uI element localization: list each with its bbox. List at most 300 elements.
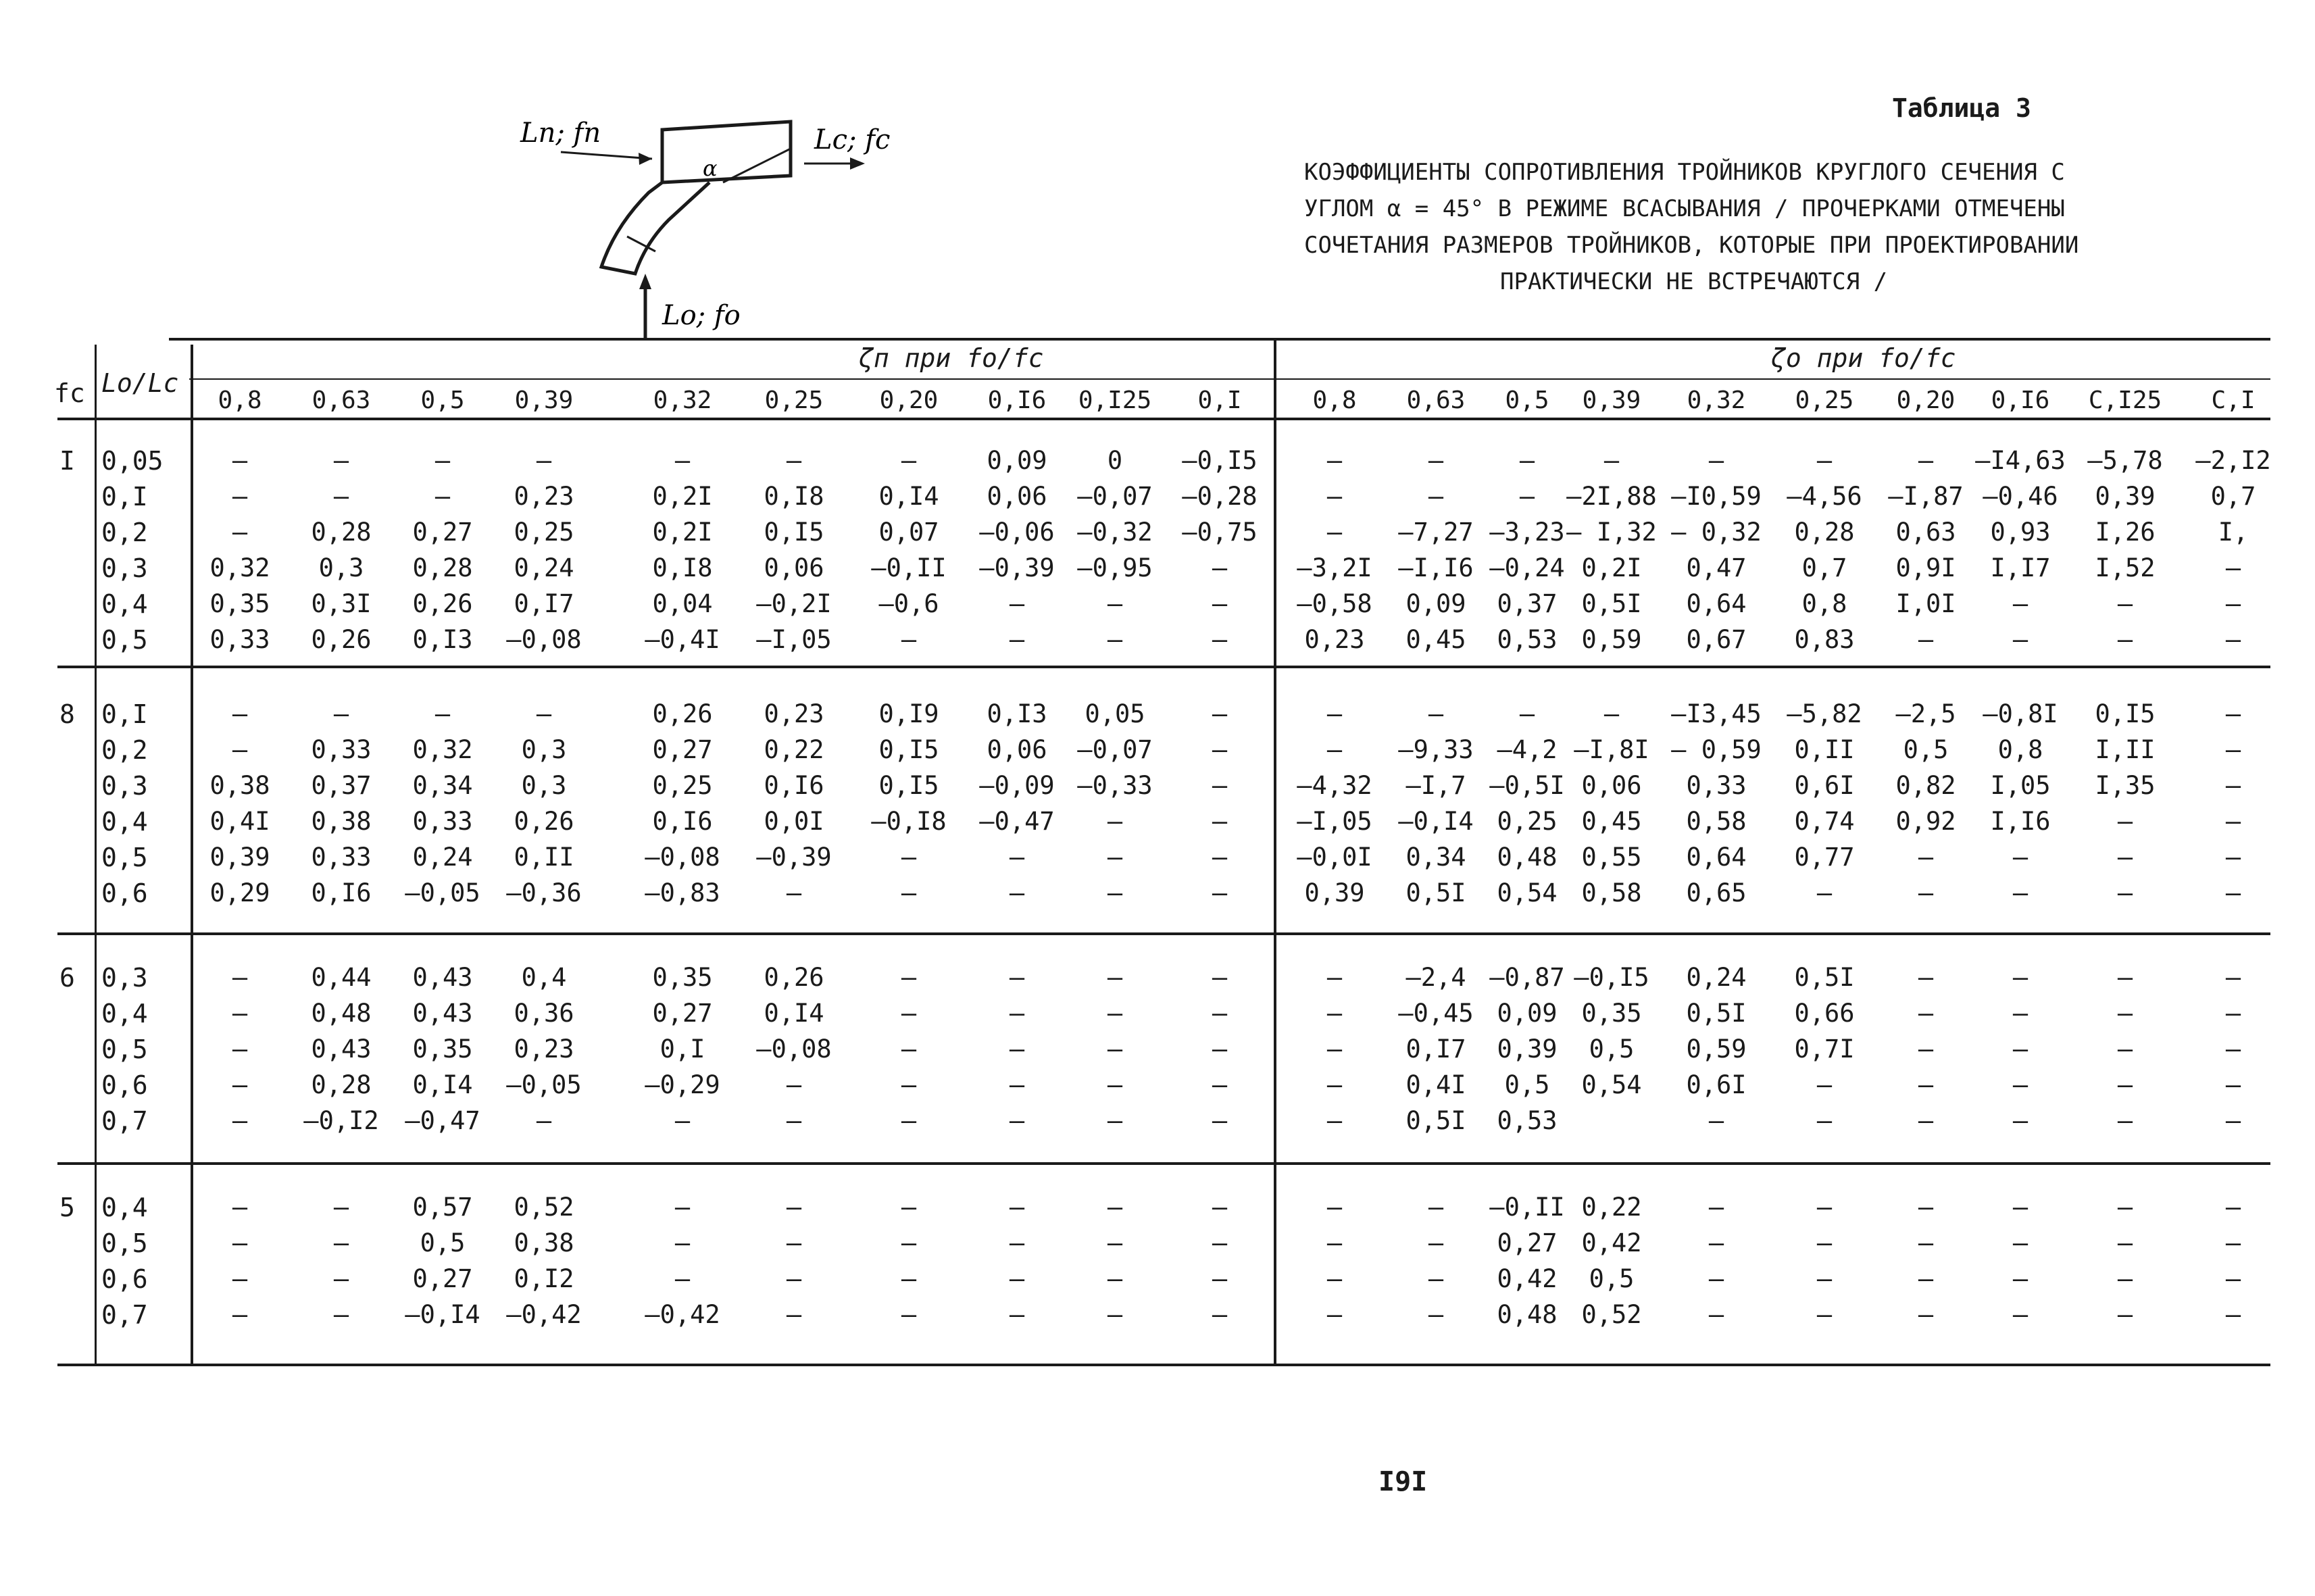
table-cell-o: – <box>2117 999 2133 1028</box>
header-col-n: 0,20 <box>879 386 939 414</box>
header-col-n: 0,5 <box>420 386 465 414</box>
table-cell-o: –I,8I <box>1574 735 1649 764</box>
table-cell-n: –0,I5 <box>1182 446 1258 475</box>
table-cell-n: 0,5 <box>420 1228 466 1257</box>
header-col-o: C,I25 <box>2088 386 2162 414</box>
row-lo-lc: 0,05 <box>101 446 164 476</box>
table-cell-o: 0,24 <box>1686 963 1747 992</box>
table-cell-o: – <box>2012 625 2028 654</box>
group-divider <box>1274 338 1276 1366</box>
table-cell-o: – <box>1708 1193 1724 1222</box>
table-cell-o: 0,47 <box>1686 553 1747 582</box>
table-cell-n: 0,43 <box>311 1034 372 1064</box>
table-cell-n: 0,32 <box>412 735 473 764</box>
table-cell-n: 0,05 <box>1085 699 1145 728</box>
header-col-o: 0,5 <box>1505 386 1549 414</box>
table-cell-o: – <box>1816 1070 1833 1099</box>
table-cell-o: – <box>1428 482 1444 511</box>
table-cell-n: 0,29 <box>209 878 270 907</box>
row-lo-lc: 0,2 <box>101 735 148 765</box>
header-col-n: 0,I <box>1197 386 1242 414</box>
table-cell-o: – <box>1816 1106 1833 1135</box>
table-cell-n: – <box>1009 1300 1025 1329</box>
table-cell-n: – <box>1107 625 1123 654</box>
table-cell-n: – <box>674 446 691 475</box>
table-cell-o: – <box>2225 699 2241 728</box>
header-bottom-rule <box>57 418 2270 420</box>
table-top-rule <box>169 338 2270 341</box>
table-cell-o: 0,25 <box>1497 807 1558 836</box>
table-cell-o: – <box>2225 625 2241 654</box>
table-cell-n: –0,05 <box>405 878 480 907</box>
table-cell-o: – <box>1918 1034 1934 1064</box>
table-cell-n: – <box>1212 1193 1228 1222</box>
table-cell-o: 0,II <box>1794 735 1855 764</box>
table-cell-o: –0,46 <box>1983 482 2058 511</box>
block-rule <box>57 1162 2270 1165</box>
table-cell-o: –0,87 <box>1489 963 1565 992</box>
table-cell-o: –7,27 <box>1398 518 1474 547</box>
table-cell-n: – <box>1107 1300 1123 1329</box>
table-cell-o: – <box>2117 1034 2133 1064</box>
table-cell-n: 0 <box>1107 446 1123 475</box>
header-col-n: 0,25 <box>764 386 824 414</box>
table-cell-n: – <box>1107 1228 1123 1257</box>
table-cell-n: – <box>1009 1070 1025 1099</box>
table-cell-n: – <box>536 1106 552 1135</box>
table-cell-o: 0,64 <box>1686 589 1747 618</box>
table-cell-n: – <box>536 699 552 728</box>
table-cell-o: 0,09 <box>1497 999 1558 1028</box>
table-cell-o: – <box>1428 1300 1444 1329</box>
table-cell-o: 0,27 <box>1497 1228 1558 1257</box>
table-cell-o: – 0,32 <box>1671 518 1762 547</box>
table-cell-o: 0,59 <box>1686 1034 1747 1064</box>
table-cell-n: –0,32 <box>1077 518 1153 547</box>
table-cell-o: 0,4I <box>1405 1070 1466 1099</box>
table-cell-n: 0,26 <box>652 699 713 728</box>
table-cell-n: –0,6 <box>878 589 939 618</box>
table-cell-n: – <box>232 1228 248 1257</box>
table-cell-o: 0,28 <box>1794 518 1855 547</box>
header-col-n: 0,32 <box>653 386 712 414</box>
table-cell-o: 0,35 <box>1581 999 1642 1028</box>
table-cell-o: – <box>2012 878 2028 907</box>
header-group-n: ζп при fo/fc <box>858 343 1044 373</box>
table-cell-o: 0,45 <box>1405 625 1466 654</box>
table-cell-o: 0,66 <box>1794 999 1855 1028</box>
table-cell-n: 0,25 <box>652 771 713 800</box>
table-cell-o: –I4,63 <box>1975 446 2066 475</box>
table-cell-o: – <box>1708 1106 1724 1135</box>
table-cell-n: – <box>434 446 451 475</box>
table-cell-n: –0,33 <box>1077 771 1153 800</box>
table-cell-n: 0,28 <box>311 518 372 547</box>
table-cell-o: – <box>1816 1264 1833 1293</box>
table-cell-n: 0,38 <box>514 1228 574 1257</box>
table-cell-o: – <box>2117 1300 2133 1329</box>
table-cell-n: – <box>1212 699 1228 728</box>
row-lo-lc: 0,5 <box>101 1228 148 1258</box>
table-cell-o: 0,64 <box>1686 843 1747 872</box>
table-cell-o: – 0,59 <box>1671 735 1762 764</box>
table-cell-o: – <box>2117 589 2133 618</box>
table-cell-o: –I,05 <box>1297 807 1372 836</box>
header-col-o: 0,I6 <box>1991 386 2050 414</box>
table-cell-o: – <box>2117 1228 2133 1257</box>
table-cell-n: – <box>1107 878 1123 907</box>
table-cell-n: 0,I6 <box>764 771 824 800</box>
table-cell-n: 0,23 <box>514 1034 574 1064</box>
table-cell-n: – <box>232 1193 248 1222</box>
table-cell-o: – <box>1326 735 1343 764</box>
table-cell-n: –0,08 <box>756 1034 832 1064</box>
table-cell-o: 0,5 <box>1504 1070 1550 1099</box>
table-cell-n: 0,37 <box>311 771 372 800</box>
table-cell-n: – <box>786 1070 802 1099</box>
row-lo-lc: 0,5 <box>101 625 148 655</box>
table-cell-n: 0,38 <box>209 771 270 800</box>
table-cell-n: 0,2I <box>652 482 713 511</box>
table-cell-n: – <box>1107 1264 1123 1293</box>
table-cell-n: – <box>333 1300 349 1329</box>
table-cell-n: –0,29 <box>645 1070 720 1099</box>
table-cell-n: – <box>786 1264 802 1293</box>
table-cell-o: 0,58 <box>1581 878 1642 907</box>
row-lo-lc: 0,4 <box>101 807 148 837</box>
table-cell-o: – <box>1918 1106 1934 1135</box>
table-cell-o: – <box>1918 1264 1934 1293</box>
table-cell-n: – <box>333 1264 349 1293</box>
table-cell-o: – <box>2012 843 2028 872</box>
table-cell-n: –0,95 <box>1077 553 1153 582</box>
table-bottom-rule <box>57 1364 2270 1366</box>
caption-line: УГЛОМ α = 45° В РЕЖИМЕ ВСАСЫВАНИЯ / ПРОЧЕРКАМИ ОТМЕЧЕНЫ <box>1304 195 2065 222</box>
table-cell-n: 0,28 <box>311 1070 372 1099</box>
table-cell-n: –0,39 <box>979 553 1055 582</box>
table-cell-o: I,52 <box>2095 553 2156 582</box>
table-cell-o: – <box>2012 1264 2028 1293</box>
table-cell-n: 0,I4 <box>412 1070 473 1099</box>
table-cell-o: – <box>1519 699 1535 728</box>
table-cell-o: I,35 <box>2095 771 2156 800</box>
table-cell-n: 0,27 <box>412 518 473 547</box>
table-cell-o: 0,7 <box>2210 482 2256 511</box>
table-cell-o: –2I,88 <box>1566 482 1657 511</box>
table-cell-o: – <box>2225 963 2241 992</box>
table-cell-o: 0,23 <box>1304 625 1365 654</box>
table-cell-o: –0,5I <box>1489 771 1565 800</box>
table-cell-n: 0,I3 <box>412 625 473 654</box>
table-cell-o: 0,06 <box>1581 771 1642 800</box>
table-cell-o: 0,92 <box>1895 807 1956 836</box>
table-cell-n: 0,II <box>514 843 574 872</box>
table-cell-o: – <box>1326 1228 1343 1257</box>
table-cell-o: – <box>2117 1193 2133 1222</box>
table-cell-o: – <box>1519 446 1535 475</box>
header-col-o: 0,32 <box>1687 386 1746 414</box>
table-cell-o: – <box>2225 807 2241 836</box>
table-cell-n: 0,57 <box>412 1193 473 1222</box>
table-cell-n: 0,I5 <box>878 771 939 800</box>
table-cell-n: 0,27 <box>412 1264 473 1293</box>
table-cell-n: 0,39 <box>209 843 270 872</box>
table-cell-o: –I,I6 <box>1398 553 1474 582</box>
table-cell-n: 0,I6 <box>311 878 372 907</box>
table-cell-o: –0,II <box>1489 1193 1565 1222</box>
table-cell-o: – <box>2012 1034 2028 1064</box>
table-cell-n: 0,28 <box>412 553 473 582</box>
caption-line: КОЭФФИЦИЕНТЫ СОПРОТИВЛЕНИЯ ТРОЙНИКОВ КРУГЛОГО СЕЧЕНИЯ С <box>1304 159 2065 186</box>
table-cell-o: –2,4 <box>1405 963 1466 992</box>
table-cell-o: 0,7 <box>1801 553 1847 582</box>
table-cell-n: –0,I2 <box>303 1106 379 1135</box>
table-cell-n: 0,24 <box>514 553 574 582</box>
table-cell-o: –0,8I <box>1983 699 2058 728</box>
table-cell-n: 0,25 <box>514 518 574 547</box>
table-cell-n: – <box>1009 625 1025 654</box>
table-cell-n: 0,07 <box>878 518 939 547</box>
table-cell-n: – <box>901 1070 917 1099</box>
table-cell-o: I,0I <box>1895 589 1956 618</box>
table-cell-n: – <box>1009 1228 1025 1257</box>
table-cell-o: 0,39 <box>2095 482 2156 511</box>
table-cell-o: – <box>1918 963 1934 992</box>
table-cell-n: – <box>1107 1034 1123 1064</box>
table-cell-o: –I,87 <box>1888 482 1964 511</box>
table-cell-n: –0,47 <box>979 807 1055 836</box>
table-cell-n: – <box>232 1300 248 1329</box>
table-cell-n: 0,0I <box>764 807 824 836</box>
table-cell-n: – <box>901 999 917 1028</box>
table-cell-n: – <box>786 1300 802 1329</box>
header-col-n: 0,39 <box>514 386 574 414</box>
table-cell-o: 0,8 <box>1997 735 2043 764</box>
table-cell-n: 0,I2 <box>514 1264 574 1293</box>
table-cell-o: I,II <box>2095 735 2156 764</box>
row-lo-lc: 0,4 <box>101 999 148 1028</box>
header-col-n: 0,8 <box>218 386 262 414</box>
table-cell-o: – <box>1326 1106 1343 1135</box>
table-cell-n: – <box>1107 1070 1123 1099</box>
table-cell-o: – <box>2117 878 2133 907</box>
table-cell-n: 0,I6 <box>652 807 713 836</box>
block-fc-label: 8 <box>59 699 75 729</box>
table-cell-n: –0,06 <box>979 518 1055 547</box>
table-cell-n: 0,38 <box>311 807 372 836</box>
table-cell-n: 0,06 <box>764 553 824 582</box>
row-lo-lc: 0,7 <box>101 1106 148 1136</box>
row-lo-lc: 0,6 <box>101 1264 148 1294</box>
table-cell-o: 0,5 <box>1589 1034 1635 1064</box>
table-cell-o: – <box>2012 1300 2028 1329</box>
row-lo-lc: 0,6 <box>101 878 148 908</box>
table-cell-o: I, <box>2218 518 2249 547</box>
block-fc-label: 6 <box>59 963 75 993</box>
table-cell-o: – <box>2117 1264 2133 1293</box>
table-cell-o: – <box>1708 1300 1724 1329</box>
table-cell-o: 0,53 <box>1497 1106 1558 1135</box>
table-cell-n: – <box>1212 1300 1228 1329</box>
table-cell-o: – <box>1918 446 1934 475</box>
table-cell-o: – <box>1816 1193 1833 1222</box>
table-cell-n: 0,I3 <box>987 699 1047 728</box>
table-cell-n: – <box>434 699 451 728</box>
table-cell-n: – <box>1212 1034 1228 1064</box>
row-lo-lc: 0,2 <box>101 518 148 547</box>
table-cell-n: –0,42 <box>506 1300 582 1329</box>
table-cell-o: –3,2I <box>1297 553 1372 582</box>
table-cell-n: – <box>1212 963 1228 992</box>
table-cell-n: 0,26 <box>412 589 473 618</box>
table-cell-o: – <box>2012 963 2028 992</box>
table-cell-n: – <box>786 1228 802 1257</box>
table-cell-n: – <box>232 446 248 475</box>
table-cell-o: – <box>1816 878 1833 907</box>
table-cell-o: 0,45 <box>1581 807 1642 836</box>
table-cell-n: – <box>232 518 248 547</box>
table-cell-o: – <box>2012 1070 2028 1099</box>
table-cell-n: 0,22 <box>764 735 824 764</box>
table-cell-n: 0,3 <box>318 553 364 582</box>
table-cell-n: 0,4I <box>209 807 270 836</box>
table-cell-n: – <box>674 1228 691 1257</box>
table-cell-o: – <box>1428 699 1444 728</box>
row-lo-lc: 0,4 <box>101 589 148 619</box>
table-cell-o: 0,65 <box>1686 878 1747 907</box>
table-cell-n: –0,09 <box>979 771 1055 800</box>
table-cell-n: – <box>333 699 349 728</box>
table-cell-o: – <box>1428 1193 1444 1222</box>
table-cell-n: –0,I4 <box>405 1300 480 1329</box>
table-cell-o: 0,42 <box>1581 1228 1642 1257</box>
table-cell-o: – <box>2225 1070 2241 1099</box>
table-cell-o: – <box>1326 999 1343 1028</box>
table-cell-o: 0,48 <box>1497 843 1558 872</box>
table-cell-n: – <box>901 625 917 654</box>
table-cell-n: – <box>1009 843 1025 872</box>
table-cell-o: –0,0I <box>1297 843 1372 872</box>
table-cell-o: 0,74 <box>1794 807 1855 836</box>
table-cell-o: –3,23 <box>1489 518 1565 547</box>
table-cell-n: – <box>1107 589 1123 618</box>
table-cell-n: – <box>1107 843 1123 872</box>
rowlabel-divider <box>95 345 97 1366</box>
table-cell-n: 0,I <box>659 1034 705 1064</box>
table-cell-o: 0,34 <box>1405 843 1466 872</box>
block-rule <box>57 932 2270 935</box>
table-cell-o: I,05 <box>1990 771 2051 800</box>
row-lo-lc: 0,4 <box>101 1193 148 1222</box>
table-cell-o: – <box>1708 446 1724 475</box>
table-cell-n: –0,I8 <box>871 807 947 836</box>
table-cell-n: 0,26 <box>311 625 372 654</box>
table-cell-n: – <box>1212 1228 1228 1257</box>
table-cell-n: – <box>901 1228 917 1257</box>
table-cell-o: 0,5I <box>1581 589 1642 618</box>
diagram-label-c: Lc; fc <box>814 124 891 155</box>
header-col-o: 0,39 <box>1582 386 1641 414</box>
table-cell-n: – <box>901 1300 917 1329</box>
table-cell-o: – <box>1918 625 1934 654</box>
table-cell-o: –I0,59 <box>1671 482 1762 511</box>
table-cell-n: 0,I4 <box>764 999 824 1028</box>
table-cell-n: – <box>1212 625 1228 654</box>
table-cell-o: – <box>1816 446 1833 475</box>
table-cell-n: – <box>786 446 802 475</box>
table-cell-n: 0,27 <box>652 999 713 1028</box>
table-cell-o: 0,52 <box>1581 1300 1642 1329</box>
table-cell-n: 0,27 <box>652 735 713 764</box>
table-cell-n: – <box>1107 963 1123 992</box>
table-cell-o: 0,39 <box>1304 878 1365 907</box>
table-cell-n: – <box>1212 771 1228 800</box>
table-cell-o: 0,82 <box>1895 771 1956 800</box>
table-cell-n: – <box>1107 1193 1123 1222</box>
table-cell-o: – <box>1816 1228 1833 1257</box>
row-lo-lc: 0,7 <box>101 1300 148 1330</box>
table-cell-o: – <box>2012 1193 2028 1222</box>
table-cell-o: – <box>2225 771 2241 800</box>
table-cell-o: 0,8 <box>1801 589 1847 618</box>
table-cell-n: – <box>232 963 248 992</box>
row-lo-lc: 0,5 <box>101 1034 148 1064</box>
table-cell-n: – <box>1212 1264 1228 1293</box>
table-cell-o: 0,55 <box>1581 843 1642 872</box>
table-cell-o: – <box>1918 1193 1934 1222</box>
table-cell-n: – <box>1107 999 1123 1028</box>
table-cell-o: –I3,45 <box>1671 699 1762 728</box>
table-cell-n: 0,24 <box>412 843 473 872</box>
table-cell-n: – <box>333 1193 349 1222</box>
table-cell-n: – <box>1009 963 1025 992</box>
table-cell-n: 0,I9 <box>878 699 939 728</box>
table-cell-o: –0,58 <box>1297 589 1372 618</box>
table-cell-o: – <box>2225 843 2241 872</box>
table-cell-o: – <box>1326 482 1343 511</box>
table-cell-n: 0,32 <box>209 553 270 582</box>
table-cell-o: – <box>2225 1264 2241 1293</box>
table-cell-o: – <box>2117 963 2133 992</box>
table-cell-n: 0,43 <box>412 999 473 1028</box>
table-cell-n: – <box>1212 735 1228 764</box>
table-cell-n: –0,II <box>871 553 947 582</box>
table-cell-n: – <box>1009 878 1025 907</box>
table-cell-n: 0,I5 <box>878 735 939 764</box>
table-cell-o: – <box>2225 878 2241 907</box>
table-cell-n: –0,07 <box>1077 482 1153 511</box>
table-cell-o: – <box>1918 1070 1934 1099</box>
table-cell-n: – <box>1009 999 1025 1028</box>
table-cell-n: 0,33 <box>412 807 473 836</box>
table-cell-o: 0,37 <box>1497 589 1558 618</box>
table-cell-n: – <box>536 446 552 475</box>
table-cell-n: – <box>232 1264 248 1293</box>
table-cell-n: – <box>333 1228 349 1257</box>
table-cell-n: 0,3 <box>521 735 567 764</box>
table-cell-o: 0,77 <box>1794 843 1855 872</box>
table-cell-n: – <box>786 878 802 907</box>
table-cell-o: – <box>1603 446 1620 475</box>
row-lo-lc: 0,3 <box>101 553 148 583</box>
table-cell-n: – <box>901 1193 917 1222</box>
table-cell-o: – <box>1326 1300 1343 1329</box>
table-cell-n: 0,35 <box>209 589 270 618</box>
table-cell-n: 0,I7 <box>514 589 574 618</box>
caption-line: ПРАКТИЧЕСКИ НЕ ВСТРЕЧАЮТСЯ / <box>1500 268 1888 295</box>
table-cell-o: – <box>1708 1228 1724 1257</box>
table-cell-n: – <box>232 999 248 1028</box>
